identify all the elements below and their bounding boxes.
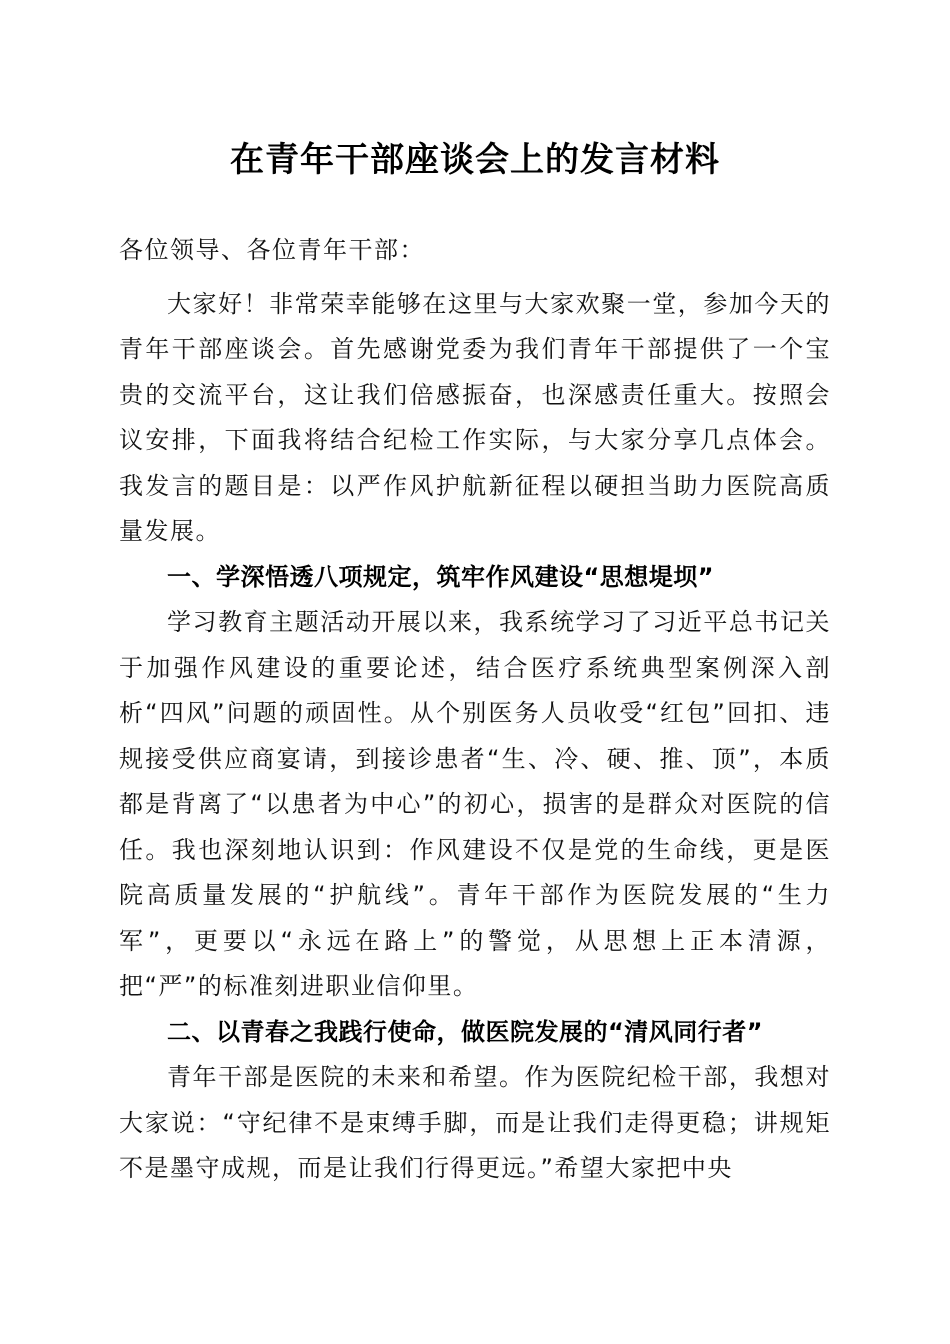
document-title: 在青年干部座谈会上的发言材料 — [230, 140, 720, 180]
section-heading-2: 二、以青春之我践行使命，做医院发展的“清风同行者” — [167, 1017, 764, 1046]
section-heading-1: 一、学深悟透八项规定，筑牢作风建设“思想堤坝” — [167, 562, 715, 591]
document-body — [119, 228, 831, 1192]
intro-paragraph: 大家好！非常荣幸能够在这里与大家欢聚一堂，参加今天的青年干部座谈会。首先感谢党委为我们青年干部提供了一个宝贵的交流平台，这让我们倍感振奋，也深感责任重大。按照会议安排，下面我将结合纪检工作实际，与大家分享几点体会。我发言的题目是：以严作风护航新征程以硬担当助力医院高质量发展。 — [119, 289, 831, 545]
section-2-paragraph: 青年干部是医院的未来和希望。作为医院纪检干部，我想对大家说：“守纪律不是束缚手脚，而是让我们走得更稳；讲规矩不是墨守成规，而是让我们行得更远。”希望大家把中央 — [119, 1063, 831, 1182]
salutation: 各位领导、各位青年干部： — [119, 236, 425, 264]
section-1-paragraph: 学习教育主题活动开展以来，我系统学习了习近平总书记关于加强作风建设的重要论述，结合医疗系统典型案例深入剖析“四风”问题的顽固性。从个别医务人员收受“红包”回扣、违规接受供应商宴请，到接诊患者“生、冷、硬、推、顶”，本质都是背离了“以患者为中心”的初心，损害的是群众对医院的信任。我也深刻地认识到：作风建设不仅是党的生命线，更是医院高质量发展的“护航线”。青年干部作为医院发展的“生力军”，更要以“永远在路上”的警觉，从思想上正本清源，把“严”的标准刻进职业信仰里。 — [119, 608, 831, 1000]
